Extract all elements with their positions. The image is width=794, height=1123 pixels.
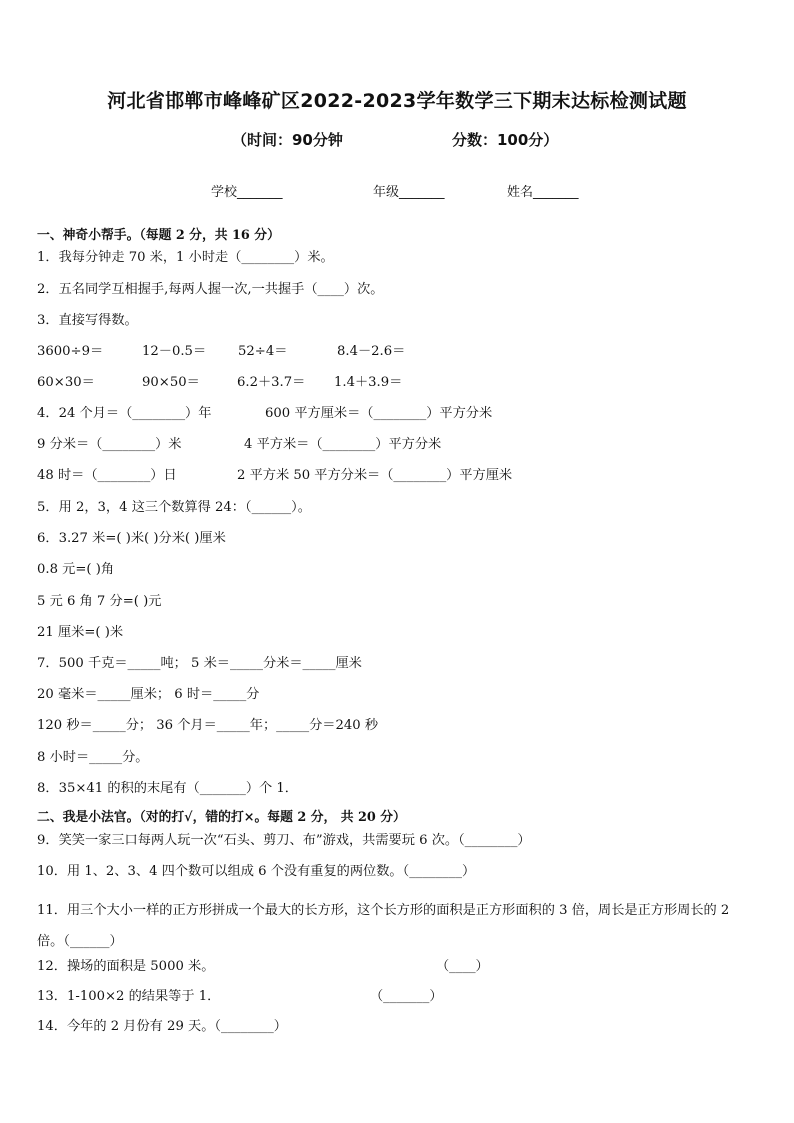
question-5: 5．用 2，3，4 这三个数算得 24：（______）。 bbox=[37, 500, 311, 515]
name-field: 姓名_______ bbox=[507, 185, 579, 200]
q3-item: 12－0.5＝ bbox=[142, 344, 207, 359]
q4-item: 600 平方厘米＝（________）平方分米 bbox=[265, 406, 493, 421]
q3-item: 3600÷9＝ bbox=[37, 344, 104, 359]
question-2: 2．五名同学互相握手,每两人握一次,一共握手（____）次。 bbox=[37, 282, 384, 297]
q4-item: 2 平方米 50 平方分米＝（________）平方厘米 bbox=[237, 468, 513, 483]
q4-item: 4 平方米＝（________）平方分米 bbox=[244, 437, 442, 452]
section1-heading: 一、神奇小帮手。（每题 2 分，共 16 分） bbox=[37, 228, 280, 243]
question-14: 14．今年的 2 月份有 29 天。（________） bbox=[37, 1019, 287, 1034]
q4-item: 48 时＝（________）日 bbox=[37, 468, 177, 483]
exam-time: （时间：90分钟 bbox=[232, 131, 343, 149]
q3-item: 8.4－2.6＝ bbox=[337, 344, 406, 359]
question-6-line: 21 厘米=( )米 bbox=[37, 625, 124, 640]
q3-item: 90×50＝ bbox=[142, 375, 200, 390]
q4-item: 9 分米＝（________）米 bbox=[37, 437, 182, 452]
question-13-blank: （_______） bbox=[370, 989, 443, 1004]
question-9: 9．笑笑一家三口每两人玩一次“石头、剪刀、布”游戏，共需要玩 6 次。（________） bbox=[37, 833, 531, 848]
exam-title: 河北省邯郸市峰峰矿区2022-2023学年数学三下期末达标检测试题 bbox=[107, 90, 687, 112]
question-7-line: 120 秒＝_____分； 36 个月＝_____年；_____分＝240 秒 bbox=[37, 718, 379, 733]
question-3: 3．直接写得数。 bbox=[37, 313, 138, 328]
question-10: 10．用 1、2、3、4 四个数可以组成 6 个没有重复的两位数。（________） bbox=[37, 864, 476, 879]
question-6-line: 5 元 6 角 7 分=( )元 bbox=[37, 594, 162, 609]
question-6-line: 0.8 元=( )角 bbox=[37, 562, 115, 577]
section2-heading: 二、我是小法官。（对的打√，错的打×。每题 2 分， 共 20 分） bbox=[37, 810, 406, 825]
question-1: 1．我每分钟走 70 米，1 小时走（________）米。 bbox=[37, 250, 334, 265]
question-7-line: 7．500 千克＝_____吨； 5 米＝_____分米＝_____厘米 bbox=[37, 656, 362, 671]
question-7-line: 8 小时＝_____分。 bbox=[37, 750, 149, 765]
school-field: 学校_______ bbox=[211, 185, 283, 200]
question-6-line: 6．3.27 米=( )米( )分米( )厘米 bbox=[37, 531, 226, 546]
q4-item: 4．24 个月＝（________）年 bbox=[37, 406, 212, 421]
question-12: 12．操场的面积是 5000 米。 bbox=[37, 959, 215, 974]
q3-item: 6.2＋3.7＝ bbox=[237, 375, 306, 390]
q3-item: 52÷4＝ bbox=[238, 344, 288, 359]
question-7-line: 20 毫米＝_____厘米； 6 时＝_____分 bbox=[37, 687, 260, 702]
exam-score: 分数：100分） bbox=[452, 131, 559, 149]
question-12-blank: （____） bbox=[436, 959, 489, 974]
q3-item: 60×30＝ bbox=[37, 375, 95, 390]
grade-field: 年级_______ bbox=[373, 185, 445, 200]
question-11: 11．用三个大小一样的正方形拼成一个最大的长方形，这个长方形的面积是正方形面积的 3 倍，周长是正方形周长的 2 倍。（______） bbox=[37, 903, 730, 949]
q3-item: 1.4＋3.9＝ bbox=[334, 375, 403, 390]
question-13: 13．1-100×2 的结果等于 1． bbox=[37, 989, 221, 1004]
question-8: 8．35×41 的积的末尾有（_______）个 1． bbox=[37, 781, 298, 796]
